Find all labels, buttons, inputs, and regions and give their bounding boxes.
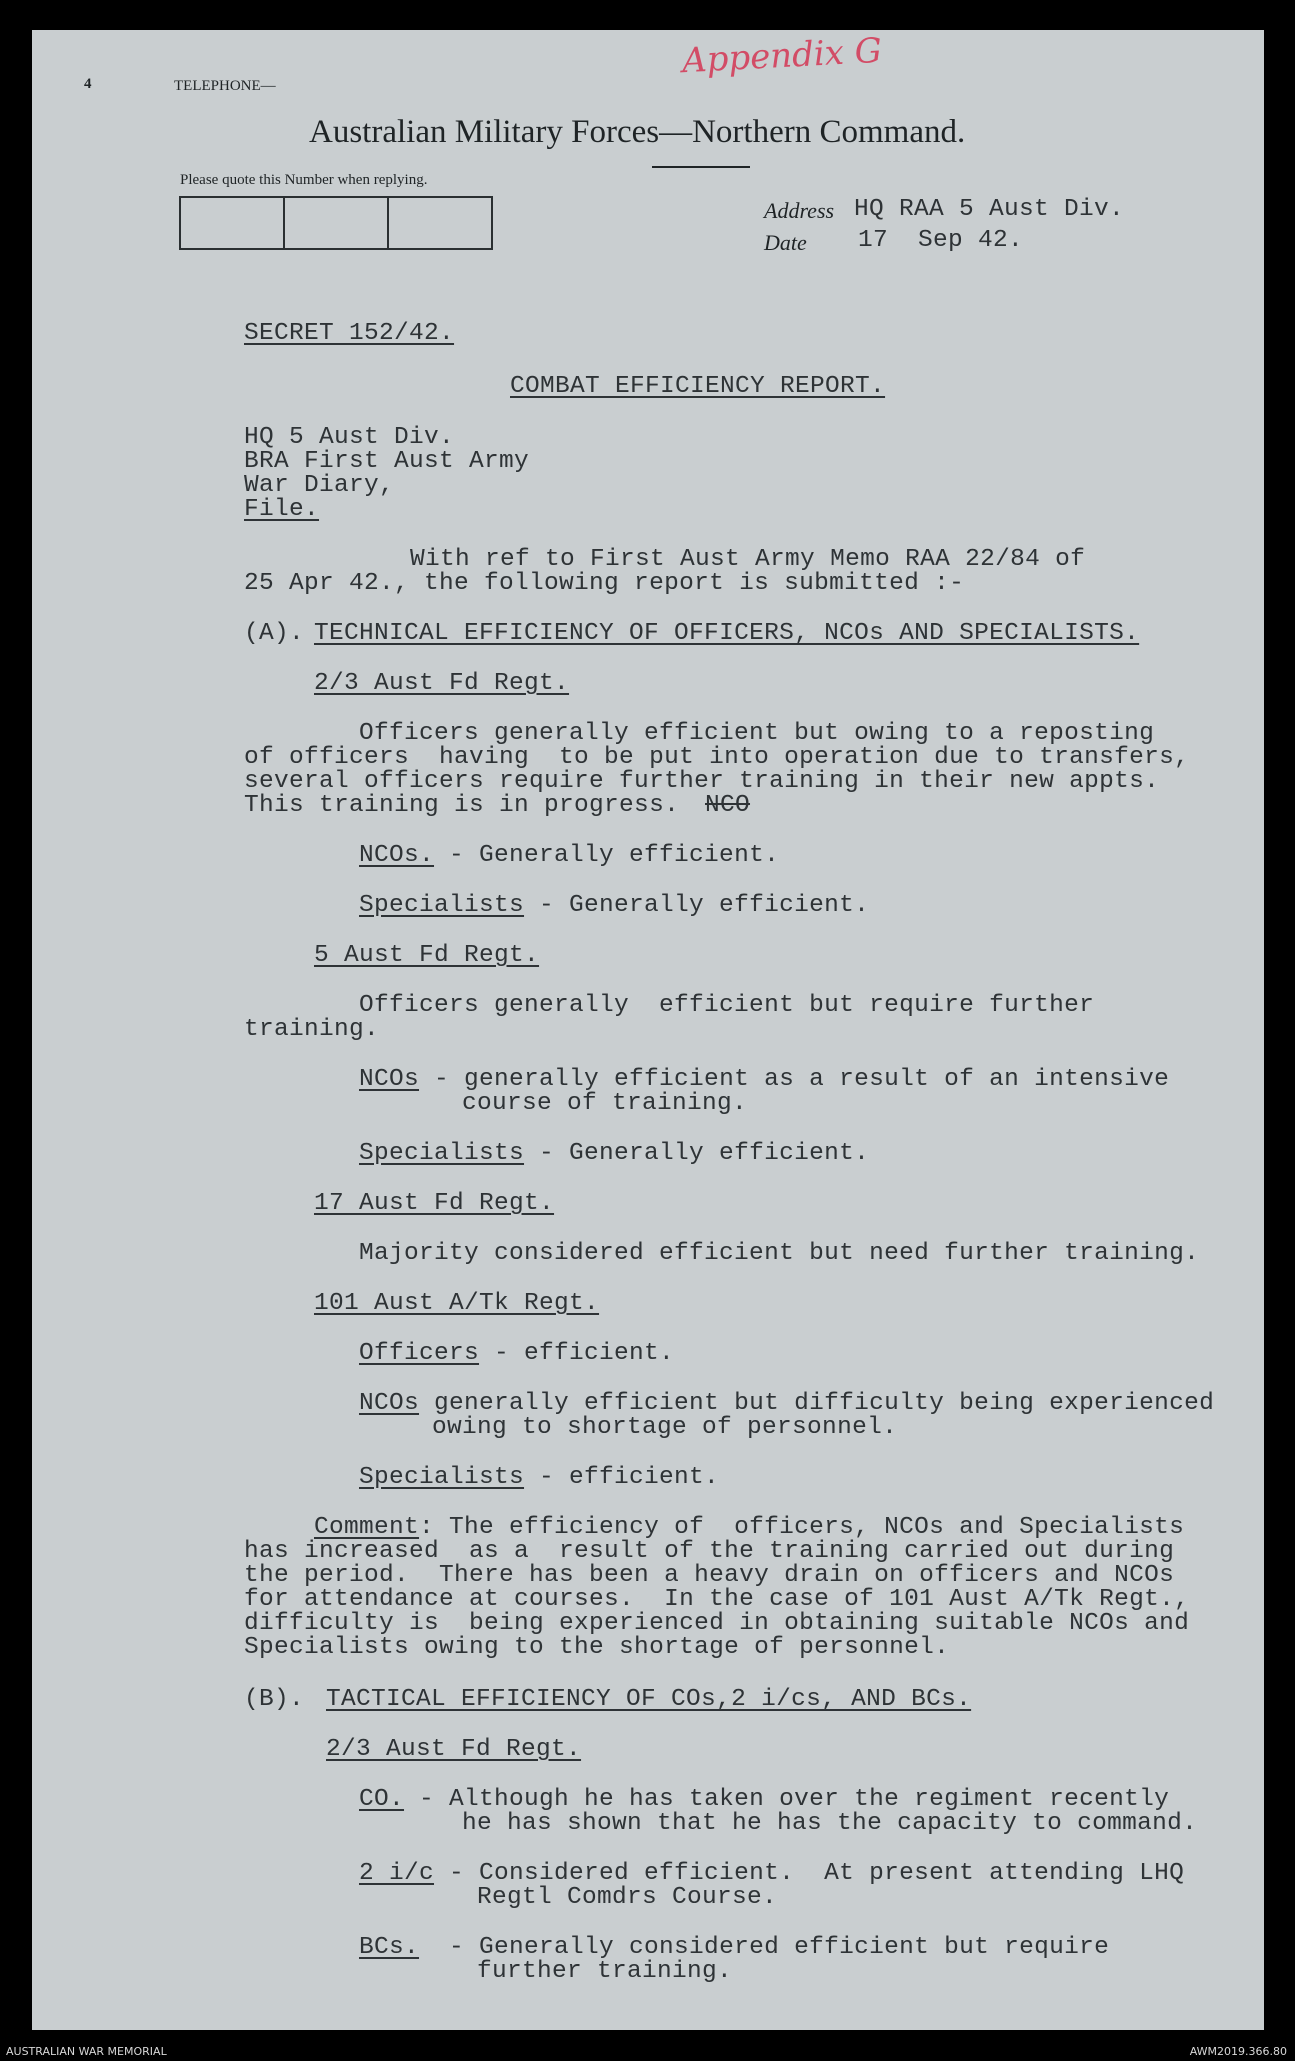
ic-text: - Considered efficient. At present attending LHQ (434, 1860, 1185, 1887)
comment-text-cont: Specialists owing to the shortage of personnel. (244, 1634, 950, 1661)
specialists-text: - Generally efficient. (524, 892, 870, 919)
unit-heading: 2/3 Aust Fd Regt. (326, 1736, 582, 1763)
unit-text-line: Officers generally efficient but require further (359, 992, 1095, 1019)
comment-text-cont: has increased as a result of the training carried out during (244, 1538, 1175, 1565)
report-heading: COMBAT EFFICIENCY REPORT. (510, 373, 886, 400)
comment-line (314, 1514, 1184, 1541)
ic-line (359, 1860, 1184, 1887)
ncos-text: generally efficient but difficulty being experienced (419, 1390, 1215, 1417)
struck-text: NCO (705, 792, 751, 819)
comment-text-cont: the period. There has been a heavy drain on officers and NCOs (244, 1562, 1175, 1589)
date-value: 17 Sep 42. (858, 227, 1024, 254)
document-sheet (32, 30, 1264, 2030)
quote-note: Please quote this Number when replying. (180, 172, 428, 188)
distribution-line: HQ 5 Aust Div. (244, 424, 455, 451)
unit-heading: 17 Aust Fd Regt. (314, 1190, 555, 1217)
unit-text-line: several officers require further training in their new appts. (244, 768, 1160, 795)
co-text-cont: he has shown that he has the capacity to command. (462, 1810, 1198, 1837)
unit-heading: 2/3 Aust Fd Regt. (314, 670, 570, 697)
section-b-label: (B). (244, 1686, 305, 1713)
intro-line: 25 Apr 42., the following report is submitted :- (244, 570, 965, 597)
comment-text-cont: for attendance at courses. In the case of 101 Aust A/Tk Regt., (244, 1586, 1190, 1613)
ncos-text-cont: owing to shortage of personnel. (432, 1414, 898, 1441)
comment-text-cont: difficulty is being experienced in obtaining suitable NCOs and (244, 1610, 1190, 1637)
bc-label: BCs. (359, 1934, 420, 1961)
ncos-text-cont: course of training. (462, 1090, 748, 1117)
specialists-line (359, 892, 869, 919)
ic-text-cont: Regtl Comdrs Course. (477, 1884, 778, 1911)
specialists-line (359, 1140, 869, 1167)
ncos-label: NCOs. (359, 842, 435, 869)
unit-text-line: training. (244, 1016, 380, 1043)
unit-heading: 101 Aust A/Tk Regt. (314, 1290, 600, 1317)
footer-archive-id: AWM2019.366.80 (1189, 2045, 1287, 2058)
co-text: - Although he has taken over the regiment recently (404, 1786, 1170, 1813)
specialists-label: Specialists (359, 1464, 525, 1491)
officers-label: Officers (359, 1340, 480, 1367)
specialists-text: - efficient. (524, 1464, 720, 1491)
address-label: Address (764, 198, 835, 223)
specialists-text: - Generally efficient. (524, 1140, 870, 1167)
unit-text-line: Officers generally efficient but owing to a reposting (359, 720, 1155, 747)
ncos-label: NCOs (359, 1066, 420, 1093)
specialists-label: Specialists (359, 1140, 525, 1167)
ic-label: 2 i/c (359, 1860, 435, 1887)
section-a-label: (A). (244, 620, 305, 647)
ncos-label: NCOs (359, 1390, 420, 1417)
reference-number-box (179, 196, 493, 250)
unit-heading: 5 Aust Fd Regt. (314, 942, 540, 969)
section-b-title: TACTICAL EFFICIENCY OF COs,2 i/cs, AND BCs. (326, 1686, 972, 1713)
reference-cell (181, 198, 285, 248)
ncos-line (359, 842, 779, 869)
distribution-line: War Diary, (244, 472, 395, 499)
unit-text-line: of officers having to be put into operation due to transfers, (244, 744, 1190, 771)
footer-archive-name: AUSTRALIAN WAR MEMORIAL (6, 2045, 167, 2058)
co-line (359, 1786, 1169, 1813)
specialists-line (359, 1464, 719, 1491)
ncos-text: - generally efficient as a result of an intensive (419, 1066, 1170, 1093)
specialists-label: Specialists (359, 892, 525, 919)
letterhead-title: Australian Military Forces—Northern Command. (309, 114, 966, 150)
distribution-line: File. (244, 496, 320, 523)
margin-mark: 4 (84, 76, 92, 92)
address-value: HQ RAA 5 Aust Div. (854, 196, 1125, 223)
officers-line (359, 1340, 674, 1367)
ncos-line (359, 1390, 1214, 1417)
reference-cell (389, 198, 491, 248)
bc-text: - Generally considered efficient but require (419, 1934, 1110, 1961)
comment-label: Comment (314, 1514, 420, 1541)
ncos-text: - Generally efficient. (434, 842, 780, 869)
reference-cell (285, 198, 389, 248)
unit-text-line: Majority considered efficient but need further training. (359, 1240, 1200, 1267)
unit-text-line: This training is in progress. (244, 792, 680, 819)
co-label: CO. (359, 1786, 405, 1813)
appendix-annotation: Appendix G (681, 30, 883, 82)
ncos-line (359, 1066, 1169, 1093)
letterhead-rule (652, 166, 750, 168)
telephone-label: TELEPHONE— (174, 78, 276, 94)
distribution-line: BRA First Aust Army (244, 448, 530, 475)
bc-text-cont: further training. (477, 1958, 733, 1985)
secret-reference: SECRET 152/42. (244, 320, 455, 347)
intro-line: With ref to First Aust Army Memo RAA 22/84 of (410, 546, 1086, 573)
section-a-title: TECHNICAL EFFICIENCY OF OFFICERS, NCOs AND SPECIALISTS. (314, 620, 1140, 647)
comment-text: : The efficiency of officers, NCOs and Specialists (419, 1514, 1185, 1541)
date-label: Date (764, 230, 807, 255)
bc-line (359, 1934, 1109, 1961)
officers-text: - efficient. (479, 1340, 675, 1367)
